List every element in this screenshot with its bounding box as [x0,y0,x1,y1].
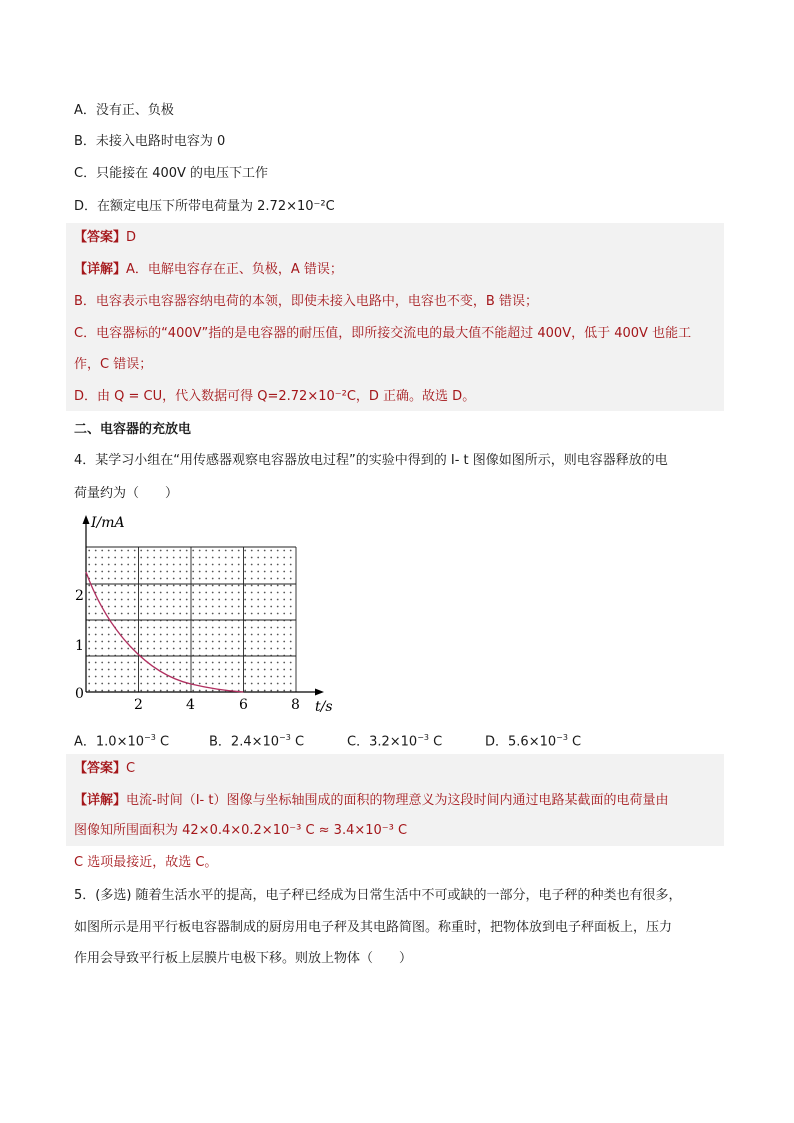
choice-letter: C． [347,734,370,750]
q5-line-2: 如图所示是用平行板电容器制成的厨房用电子秤及其电路简图。称重时，把物体放到电子秤面板上，压力 [74,920,673,935]
q3-detail-line-2: B．电容表示电容器容纳电荷的本领，即使未接入电路中，电容也不变，B 错误； [74,294,538,309]
choice-unit: C [155,734,170,750]
q4-stem-line-1: 4．某学习小组在“用传感器观察电容器放电过程”的实验中得到的 I- t 图像如图所示，则电容器释放的电 [74,453,668,468]
choice-letter: B． [209,734,231,750]
y-axis-arrow-icon [83,515,90,524]
q3-detail-line-5: D．由 Q = CU，代入数据可得 Q=2.72×10⁻²C，D 正确。故选 D。 [74,389,476,404]
y-tick-1: 1 [75,638,84,654]
detail-text: A．电解电容存在正、负极，A 错误； [126,262,343,277]
x-tick-2: 2 [134,697,143,713]
choice-letter: D． [485,734,509,750]
choice-unit: C [567,734,582,750]
answer-label: 【答案】 [74,761,127,776]
x-tick-8: 8 [291,697,300,713]
section-title: 二、电容器的充放电 [74,422,192,437]
answer-label: 【答案】 [74,230,127,245]
choice-exponent: −3 [556,733,568,742]
i-t-graph [60,512,340,718]
choice-value: 3.2×10 [369,734,418,750]
q3-option-a: A．没有正、负极 [74,103,174,118]
q5-line-3: 作用会导致平行板上层膜片电极下移。则放上物体（ ） [74,951,413,966]
choice-letter: A． [74,734,96,750]
answer-value: D [126,230,137,245]
x-tick-4: 4 [186,697,195,713]
q3-detail-line-1 [74,260,343,280]
y-tick-0: 0 [75,686,84,702]
choice-exponent: −3 [417,733,429,742]
q4-conclusion: C 选项最接近，故选 C。 [74,855,218,870]
q4-choice-a [74,728,169,752]
y-axis-label [90,515,125,531]
q3-option-b: B．未接入电路时电容为 0 [74,134,226,149]
answer-value: C [126,761,136,776]
y-tick-2: 2 [75,588,84,604]
q3-option-d: D．在额定电压下所带电荷量为 2.72×10⁻²C [74,199,335,214]
q4-choice-b [209,728,304,752]
q3-option-c: C．只能接在 400V 的电压下工作 [74,166,269,181]
q4-choice-d [485,728,581,752]
choice-value: 1.0×10 [95,734,145,750]
q3-answer-block [66,223,724,411]
choice-unit: C [290,734,305,750]
q3-detail-line-4: 作，C 错误； [74,357,153,372]
q4-choice-c [347,728,442,752]
detail-text: 电流-时间（I- t）图像与坐标轴围成的面积的物理意义为这段时间内通过电路某截面的电荷量由 [126,793,669,808]
detail-label: 【详解】 [74,793,127,808]
q4-detail-line-2: 图像知所围面积为 42×0.4×0.2×10⁻³ C ≈ 3.4×10⁻³ C [74,823,408,838]
q3-answer [74,228,136,248]
q5-line-1: 5．(多选) 随着生活水平的提高，电子秤已经成为日常生活中不可或缺的一部分，电子秤的种类也有很多， [74,888,682,903]
y-axis-label-text: I/mA [91,515,125,531]
q4-answer [74,759,135,779]
choice-value: 5.6×10 [508,734,557,750]
q4-stem-line-2: 荷量约为（ ） [74,486,179,501]
choice-value: 2.4×10 [230,734,280,750]
x-axis-label: t/s [315,699,333,715]
choice-exponent: −3 [144,733,156,742]
choice-exponent: −3 [279,733,291,742]
x-axis-arrow-icon [315,689,324,696]
x-tick-6: 6 [239,697,248,713]
choice-unit: C [428,734,443,750]
q3-detail-line-3: C．电容器标的“400V”指的是电容器的耐压值，即所接交流电的最大值不能超过 400V，低于 400V 也能工 [74,326,692,341]
q4-detail-line-1 [74,791,668,811]
detail-label: 【详解】 [74,262,127,277]
